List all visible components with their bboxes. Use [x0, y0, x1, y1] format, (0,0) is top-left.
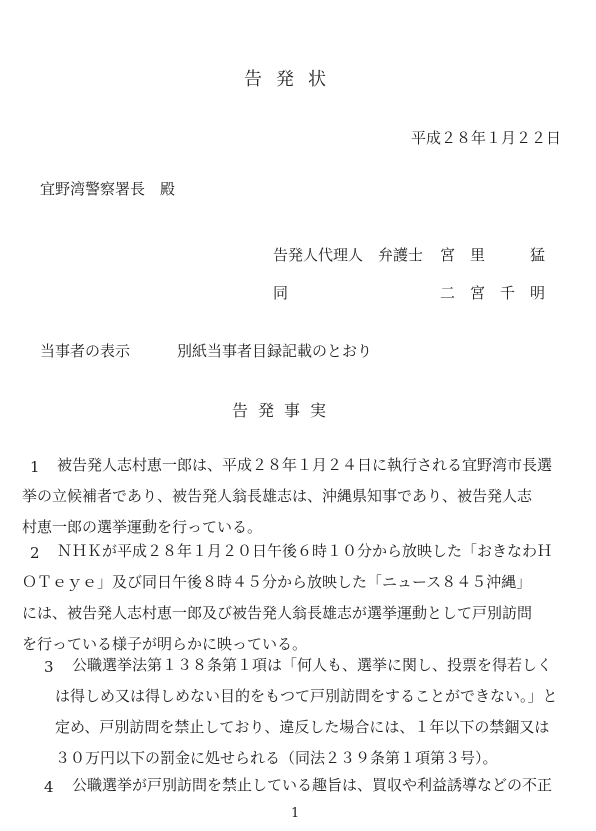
item-line: には、被告発人志村恵一郎及び被告発人翁長雄志が選挙運動として戸別訪問 [22, 604, 533, 622]
item-line: ３０万円以下の罰金に処せられる（同法２３９条第１項第３号）。 [55, 749, 498, 767]
item-number: 3 [44, 658, 54, 676]
document-title: 告発状 [244, 69, 340, 90]
item-line: を行っている様子が明らかに映っている。 [22, 635, 308, 653]
item-number: 2 [30, 544, 40, 562]
page-number: 1 [291, 806, 300, 821]
item-line: ＯＴｅｙｅ」及び同日午後８時４５分から放映した「ニュース８４５沖縄」 [22, 573, 532, 591]
section-title: 告発事実 [232, 401, 337, 420]
item-line: 挙の立候補者であり、被告発人翁長雄志は、沖縄県知事であり、被告発人志 [22, 487, 533, 505]
item-text [22, 450, 553, 543]
agent-name-1: 宮 里 猛 [440, 246, 546, 264]
item-line: は得しめ又は得しめない目的をもつて戸別訪問をすることができない。」と [55, 687, 558, 705]
item-line: 公職選挙法第１３８条第１項は「何人も、選挙に関し、投票を得若しく [72, 656, 553, 674]
agent-title: 弁護士 [378, 246, 424, 264]
agent-name-2: 二 宮 千 明 [440, 284, 546, 302]
item-line: 定め、戸別訪問を禁止しており、違反した場合には、１年以下の禁錮又は [55, 718, 550, 736]
same-mark: 同 [273, 284, 289, 302]
item-number: 4 [44, 778, 54, 796]
item-line: 村恵一郎の選挙運動を行っている。 [22, 518, 263, 536]
parties-label: 当事者の表示 [40, 342, 131, 360]
parties-value: 別紙当事者目録記載のとおり [177, 342, 373, 360]
item-text [72, 770, 552, 801]
item-line: ＮＨＫが平成２８年１月２０日午後６時１０分から放映した「おきなわＨ [57, 542, 553, 560]
recipient: 宜野湾警察署長 殿 [40, 180, 176, 198]
agent-role: 告発人代理人 [273, 246, 364, 264]
item-line: 公職選挙が戸別訪問を禁止している趣旨は、買収や利益誘導などの不正 [72, 776, 553, 794]
item-line: 被告発人志村恵一郎は、平成２８年１月２４日に執行される宜野湾市長選 [57, 456, 553, 474]
document-date: 平成２８年１月２２日 [411, 129, 562, 147]
item-number: 1 [30, 458, 40, 476]
item-text [22, 536, 553, 660]
item-text [55, 650, 558, 774]
